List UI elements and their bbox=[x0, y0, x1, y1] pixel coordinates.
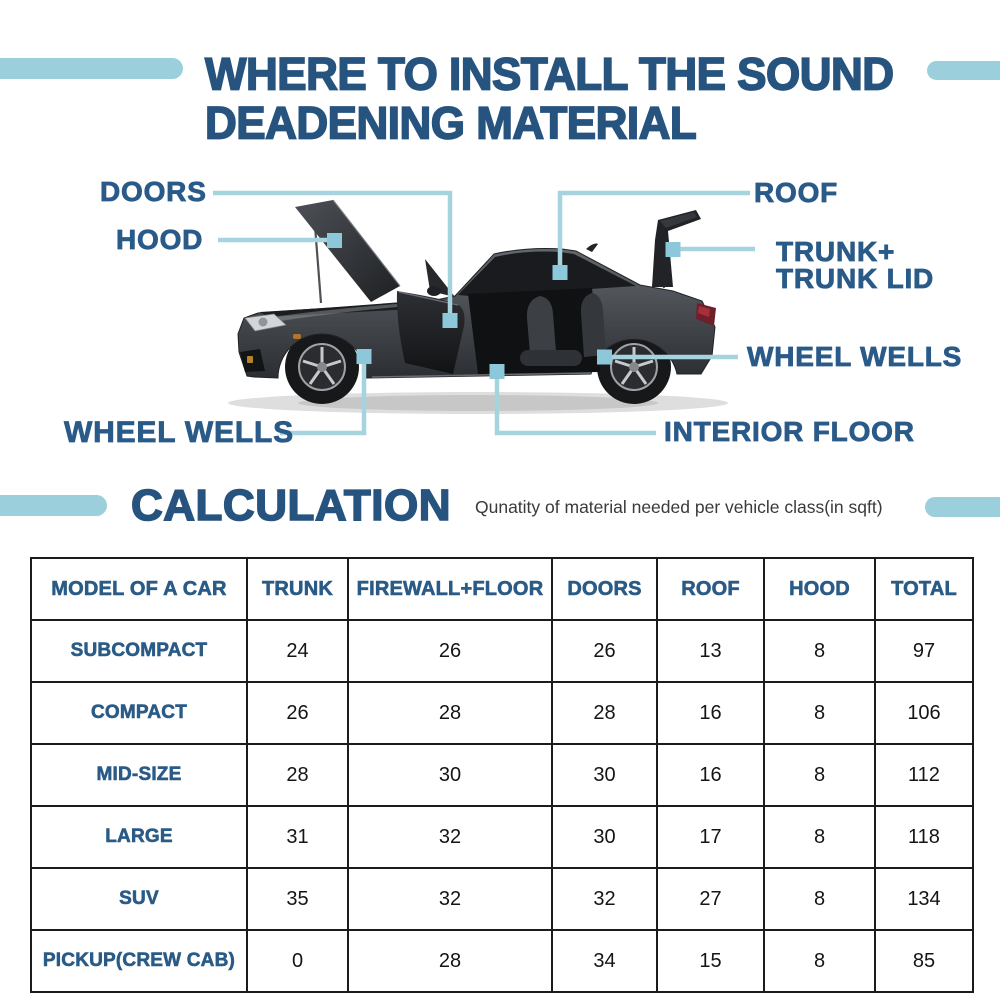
value-cell: 26 bbox=[552, 620, 657, 682]
value-cell: 30 bbox=[552, 744, 657, 806]
model-cell: PICKUP(CREW CAB) bbox=[31, 930, 247, 992]
car-illustration bbox=[238, 200, 716, 404]
value-cell: 32 bbox=[552, 868, 657, 930]
value-cell: 35 bbox=[247, 868, 348, 930]
value-cell: 26 bbox=[247, 682, 348, 744]
value-cell: 0 bbox=[247, 930, 348, 992]
calculation-subtitle: Qunatity of material needed per vehicle class(in sqft) bbox=[475, 497, 883, 517]
model-cell: LARGE bbox=[31, 806, 247, 868]
table-row bbox=[31, 682, 973, 744]
value-cell: 30 bbox=[552, 806, 657, 868]
table-body bbox=[31, 620, 973, 992]
accent-bar-title-left bbox=[0, 58, 183, 79]
table-header-cell: ROOF bbox=[657, 558, 764, 620]
interior-floor-label: INTERIOR FLOOR bbox=[664, 416, 915, 447]
value-cell: 97 bbox=[875, 620, 973, 682]
value-cell: 28 bbox=[247, 744, 348, 806]
wheel-wells-right-marker bbox=[597, 350, 612, 365]
table-row bbox=[31, 744, 973, 806]
value-cell: 32 bbox=[348, 806, 552, 868]
value-cell: 13 bbox=[657, 620, 764, 682]
value-cell: 8 bbox=[764, 930, 875, 992]
calculation-title: CALCULATION bbox=[131, 481, 451, 530]
table-row bbox=[31, 806, 973, 868]
value-cell: 24 bbox=[247, 620, 348, 682]
value-cell: 106 bbox=[875, 682, 973, 744]
trunk-label-line2: TRUNK LID bbox=[776, 263, 935, 294]
value-cell: 34 bbox=[552, 930, 657, 992]
value-cell: 28 bbox=[348, 682, 552, 744]
accent-bar-calc-right bbox=[925, 497, 1000, 517]
table-header-cell: FIREWALL+FLOOR bbox=[348, 558, 552, 620]
doors-label: DOORS bbox=[100, 176, 207, 207]
value-cell: 17 bbox=[657, 806, 764, 868]
model-cell: MID-SIZE bbox=[31, 744, 247, 806]
car-open-hood bbox=[295, 200, 400, 303]
roof-marker bbox=[553, 265, 568, 280]
table-header-cell: TOTAL bbox=[875, 558, 973, 620]
page-title-line2: DEADENING MATERIAL bbox=[205, 97, 697, 149]
value-cell: 32 bbox=[348, 868, 552, 930]
value-cell: 28 bbox=[348, 930, 552, 992]
wheel-wells-left-marker bbox=[357, 349, 372, 364]
value-cell: 30 bbox=[348, 744, 552, 806]
hood-label: HOOD bbox=[116, 224, 204, 255]
accent-bar-calc-left bbox=[0, 495, 107, 516]
table-head-row bbox=[31, 558, 973, 620]
value-cell: 134 bbox=[875, 868, 973, 930]
table-row bbox=[31, 930, 973, 992]
page-title bbox=[205, 50, 945, 148]
roof-label: ROOF bbox=[754, 177, 839, 208]
value-cell: 16 bbox=[657, 744, 764, 806]
value-cell: 8 bbox=[764, 682, 875, 744]
value-cell: 112 bbox=[875, 744, 973, 806]
value-cell: 27 bbox=[657, 868, 764, 930]
value-cell: 15 bbox=[657, 930, 764, 992]
model-cell: COMPACT bbox=[31, 682, 247, 744]
model-cell: SUBCOMPACT bbox=[31, 620, 247, 682]
table-header-cell: MODEL OF A CAR bbox=[31, 558, 247, 620]
table-header-cell: TRUNK bbox=[247, 558, 348, 620]
value-cell: 31 bbox=[247, 806, 348, 868]
value-cell: 8 bbox=[764, 868, 875, 930]
table-header-cell: HOOD bbox=[764, 558, 875, 620]
doors-marker bbox=[443, 313, 458, 328]
value-cell: 8 bbox=[764, 806, 875, 868]
value-cell: 16 bbox=[657, 682, 764, 744]
wheel-wells-right-label: WHEEL WELLS bbox=[747, 341, 963, 372]
value-cell: 26 bbox=[348, 620, 552, 682]
page-title-line1: WHERE TO INSTALL THE SOUND bbox=[205, 48, 894, 100]
value-cell: 8 bbox=[764, 620, 875, 682]
trunk-marker bbox=[666, 242, 681, 257]
table-header-cell: DOORS bbox=[552, 558, 657, 620]
trunk-label bbox=[776, 238, 934, 292]
material-quantity-table bbox=[30, 557, 974, 993]
trunk-label-line1: TRUNK+ bbox=[776, 236, 896, 267]
value-cell: 28 bbox=[552, 682, 657, 744]
interior-floor-marker bbox=[490, 364, 505, 379]
wheel-wells-left-label: WHEEL WELLS bbox=[64, 416, 294, 449]
value-cell: 8 bbox=[764, 744, 875, 806]
table-row bbox=[31, 868, 973, 930]
table-row bbox=[31, 620, 973, 682]
value-cell: 118 bbox=[875, 806, 973, 868]
model-cell: SUV bbox=[31, 868, 247, 930]
value-cell: 85 bbox=[875, 930, 973, 992]
hood-marker bbox=[327, 233, 342, 248]
